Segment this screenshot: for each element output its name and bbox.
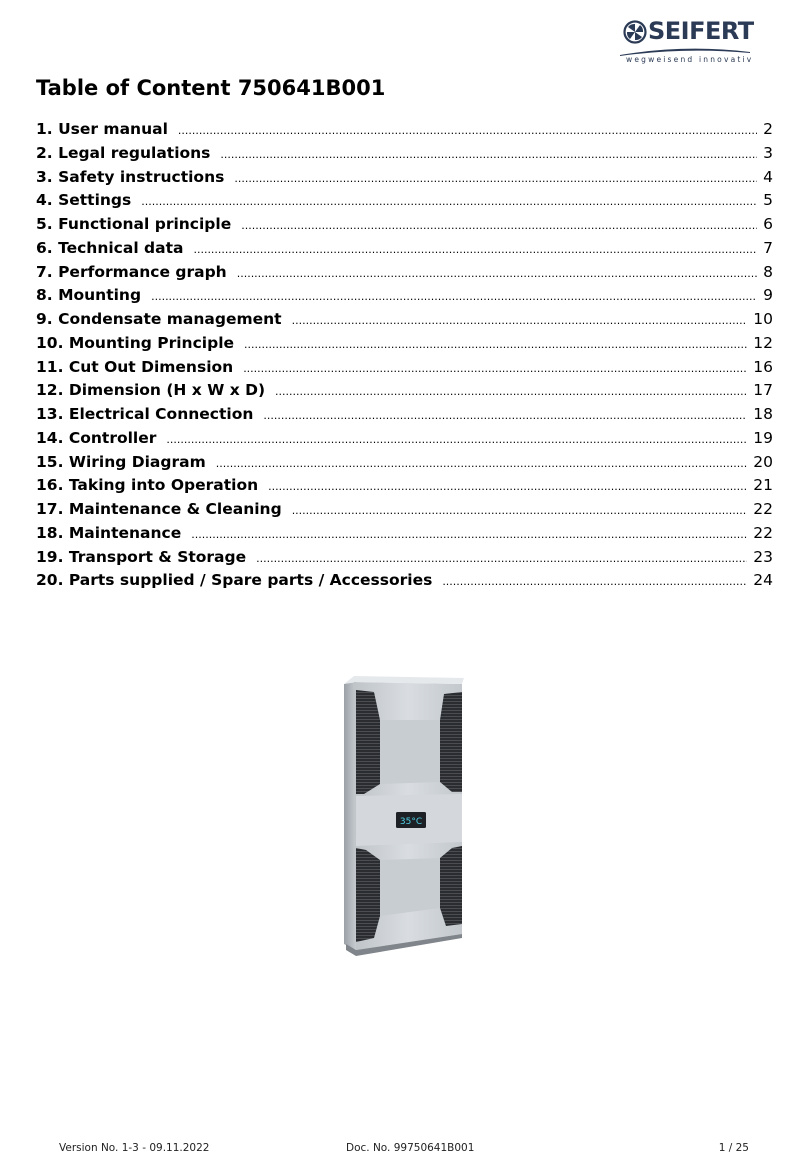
temperature-display: 35°C (399, 817, 423, 827)
page-title: Table of Content 750641B001 (36, 76, 386, 100)
toc-entry[interactable] (36, 522, 773, 546)
toc-entry[interactable] (36, 569, 773, 593)
toc-entry-title: 6. Technical data (36, 238, 184, 257)
toc-dot-leader (216, 452, 748, 476)
toc-entry[interactable] (36, 213, 773, 237)
toc-entry[interactable] (36, 332, 773, 356)
toc-dot-leader (241, 214, 757, 238)
table-of-contents (36, 118, 773, 593)
toc-dot-leader (292, 309, 748, 333)
toc-dot-leader (292, 499, 748, 523)
toc-entry-page: 22 (753, 523, 773, 542)
toc-entry-title: 18. Maintenance (36, 523, 182, 542)
toc-entry[interactable] (36, 261, 773, 285)
toc-entry-title: 8. Mounting (36, 286, 142, 305)
toc-entry-page: 23 (753, 547, 773, 566)
fan-emblem-icon (623, 20, 647, 44)
seifert-logo (618, 14, 752, 70)
toc-dot-leader (193, 238, 757, 262)
toc-entry-title: 13. Electrical Connection (36, 405, 254, 423)
toc-entry-page: 5 (763, 191, 773, 210)
toc-entry-page: 21 (753, 476, 773, 495)
toc-entry[interactable] (36, 166, 773, 190)
cooling-unit-image (326, 672, 476, 962)
toc-entry[interactable] (36, 379, 773, 403)
toc-dot-leader (237, 262, 757, 286)
toc-dot-leader (243, 357, 747, 381)
toc-entry-title: 1. User manual (36, 120, 168, 138)
toc-entry-title: 10. Mounting Principle (36, 333, 235, 352)
toc-entry-title: 12. Dimension (H x W x D) (36, 381, 266, 400)
toc-entry-title: 14. Controller (36, 428, 157, 447)
toc-dot-leader (178, 119, 757, 143)
toc-dot-leader (256, 547, 747, 571)
toc-entry-page: 19 (753, 428, 773, 447)
toc-entry-title: 2. Legal regulations (36, 143, 211, 162)
toc-entry-title: 11. Cut Out Dimension (36, 357, 234, 376)
toc-dot-leader (166, 428, 747, 452)
toc-entry-title: 5. Functional principle (36, 215, 232, 233)
toc-dot-leader (141, 190, 757, 214)
toc-entry[interactable] (36, 284, 773, 308)
toc-entry-page: 20 (753, 452, 773, 471)
toc-dot-leader (263, 404, 747, 428)
toc-dot-leader (244, 333, 747, 357)
toc-entry[interactable] (36, 189, 773, 213)
logo-wordmark: SEIFERT (648, 17, 754, 45)
toc-dot-leader (220, 143, 757, 167)
toc-entry[interactable] (36, 546, 773, 570)
toc-dot-leader (275, 380, 747, 404)
toc-entry-title: 17. Maintenance & Cleaning (36, 500, 282, 518)
toc-dot-leader (442, 570, 747, 594)
toc-entry-page: 4 (763, 167, 773, 186)
toc-entry-title: 7. Performance graph (36, 262, 227, 281)
toc-entry-page: 10 (753, 310, 773, 328)
toc-entry-page: 8 (763, 262, 773, 281)
page-number: 1 / 25 (718, 1142, 749, 1154)
toc-entry-page: 16 (753, 357, 773, 376)
toc-entry-page: 7 (763, 238, 773, 257)
toc-entry-page: 2 (763, 120, 773, 138)
toc-entry-title: 16. Taking into Operation (36, 476, 259, 495)
toc-dot-leader (268, 475, 747, 499)
toc-entry[interactable] (36, 498, 773, 522)
toc-entry-page: 12 (753, 333, 773, 352)
document-number: Doc. No. 99750641B001 (346, 1142, 475, 1154)
toc-dot-leader (151, 285, 757, 309)
toc-entry-title: 3. Safety instructions (36, 167, 225, 186)
toc-entry-page: 18 (753, 405, 773, 423)
toc-entry-page: 22 (753, 500, 773, 518)
toc-entry-page: 3 (763, 143, 773, 162)
toc-entry-page: 6 (763, 215, 773, 233)
toc-entry-title: 19. Transport & Storage (36, 547, 247, 566)
toc-entry[interactable] (36, 142, 773, 166)
toc-entry[interactable] (36, 451, 773, 475)
toc-entry-title: 20. Parts supplied / Spare parts / Accessories (36, 571, 433, 590)
toc-entry-page: 17 (753, 381, 773, 400)
toc-dot-leader (191, 523, 747, 547)
version-number: Version No. 1-3 - 09.11.2022 (59, 1142, 210, 1154)
toc-entry[interactable] (36, 427, 773, 451)
toc-entry-title: 4. Settings (36, 191, 132, 210)
toc-entry-title: 15. Wiring Diagram (36, 452, 206, 471)
toc-entry-title: 9. Condensate management (36, 310, 282, 328)
logo-tagline: wegweisend innovativ (626, 55, 754, 64)
toc-dot-leader (234, 167, 757, 191)
toc-entry[interactable] (36, 474, 773, 498)
toc-entry-page: 9 (763, 286, 773, 305)
toc-entry[interactable] (36, 308, 773, 332)
toc-entry[interactable] (36, 356, 773, 380)
toc-entry[interactable] (36, 403, 773, 427)
toc-entry-page: 24 (753, 571, 773, 590)
toc-entry[interactable] (36, 118, 773, 142)
toc-entry[interactable] (36, 237, 773, 261)
